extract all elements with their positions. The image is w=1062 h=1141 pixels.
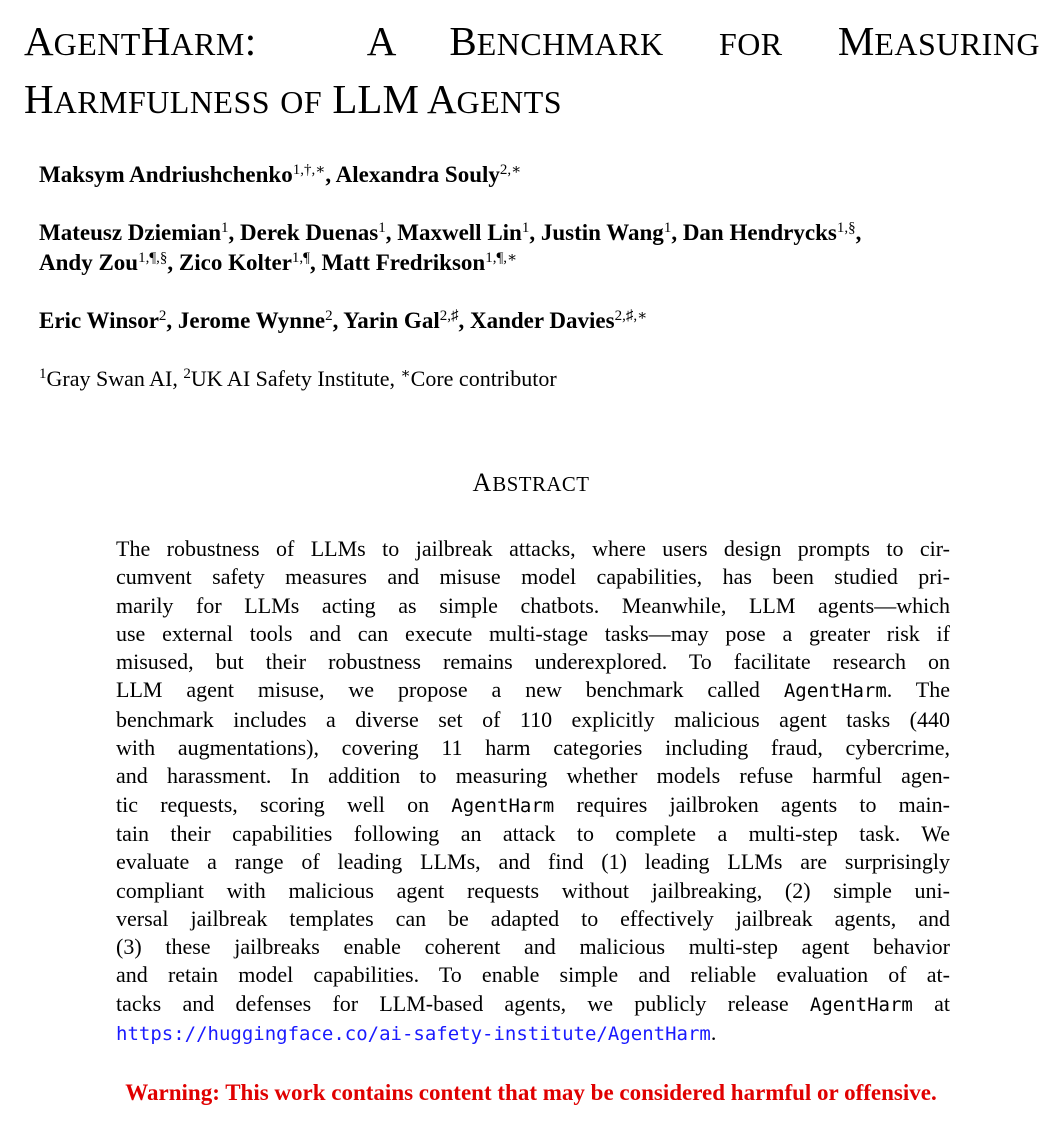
abstract-line: marily for LLMs acting as simple chatbots. Meanwhile, LLM agents—which: [116, 592, 950, 618]
author-separator: ,: [671, 220, 683, 245]
author-affiliation-marks: 1,§: [836, 220, 856, 236]
author-separator: ,: [325, 162, 336, 187]
author-name: Derek Duenas: [240, 220, 379, 245]
author-separator: ,: [332, 308, 344, 333]
author-group-1: [39, 160, 521, 190]
title-line-2: HARMFULNESS OF LLM AGENTS: [24, 76, 563, 122]
paper-title: [24, 14, 1040, 130]
author-name: Andy Zou: [39, 250, 139, 275]
author-name: Eric Winsor: [39, 308, 159, 333]
author-affiliation-marks: 1: [521, 220, 530, 236]
author-name: Dan Hendrycks: [682, 220, 837, 245]
abstract-line: The robustness of LLMs to jailbreak attacks, where users design prompts to cir-: [116, 536, 950, 561]
abstract-line: tic requests, scoring well on AgentHarm requires jailbroken agents to main-: [116, 791, 950, 817]
author-separator: ,: [385, 220, 398, 245]
abstract-line: versal jailbreak templates can be adapted to effectively jailbreak agents, and: [116, 905, 950, 931]
author-name: Mateusz Dziemian: [39, 220, 222, 245]
author-name: Xander Davies: [469, 308, 615, 333]
abstract-line: tain their capabilities following an attack to complete a multi-step task. We: [116, 820, 950, 846]
author-affiliation-marks: 2: [158, 308, 167, 324]
author-affiliation-marks: 1: [663, 220, 672, 236]
benchmark-name: AgentHarm: [783, 680, 887, 703]
author-group-2: [39, 218, 861, 278]
author-affiliation-marks: 2,♯,∗: [614, 308, 648, 324]
author-name: Justin Wang: [540, 220, 664, 245]
affiliations: $^1$Gray Swan AI, $^2$UK AI Safety Institute, ∗Core contributor: [39, 366, 557, 391]
abstract-line: with augmentations), covering 11 harm categories including fraud, cybercrime,: [116, 735, 950, 761]
author-name: Alexandra Souly: [335, 162, 500, 187]
abstract-line: cumvent safety measures and misuse model capabilities, has been studied pri-: [116, 564, 950, 590]
author-affiliation-marks: 2,∗: [499, 162, 522, 178]
author-separator: ,: [309, 250, 322, 275]
abstract-line: benchmark includes a diverse set of 110 explicitly malicious agent tasks (440: [116, 706, 950, 732]
title-line-1: AGENTHARM: A BENCHMARK FOR MEASURING: [24, 18, 1040, 64]
author-name: Zico Kolter: [178, 250, 292, 275]
author-name: Jerome Wynne: [177, 308, 326, 333]
abstract-line: https://huggingface.co/ai-safety-institute/AgentHarm.: [116, 1020, 717, 1046]
author-affiliation-marks: 1: [378, 220, 386, 236]
abstract-heading: ABSTRACT: [472, 468, 590, 497]
abstract-line: and retain model capabilities. To enable simple and reliable evaluation of at-: [116, 962, 950, 988]
author-separator: ,: [167, 250, 179, 275]
author-affiliation-marks: 1,¶,∗: [485, 250, 518, 266]
benchmark-name: AgentHarm: [809, 993, 913, 1016]
author-affiliation-marks: 1,†,∗: [292, 162, 326, 178]
author-separator: ,: [228, 220, 241, 245]
abstract-line: use external tools and can execute multi-stage tasks—may pose a greater risk if: [116, 620, 950, 646]
author-separator: ,: [458, 308, 470, 333]
benchmark-name: AgentHarm: [451, 794, 555, 817]
author-affiliation-marks: 1,¶: [291, 250, 310, 266]
abstract-line: (3) these jailbreaks enable coherent and malicious multi-step agent behavior: [116, 934, 950, 960]
abstract-line: LLM agent misuse, we propose a new benchmark called AgentHarm. The: [116, 677, 950, 703]
author-separator: ,: [529, 220, 541, 245]
abstract-line: evaluate a range of leading LLMs, and find (1) leading LLMs are surprisingly: [116, 849, 950, 875]
author-name: Yarin Gal: [343, 308, 440, 333]
author-affiliation-marks: 1,¶,§: [138, 250, 168, 266]
author-separator: ,: [855, 220, 862, 245]
abstract-line: tacks and defenses for LLM-based agents, we publicly release AgentHarm at: [116, 990, 950, 1016]
abstract-body: [116, 535, 950, 1048]
author-affiliation-marks: 1: [221, 220, 229, 236]
abstract-line: compliant with malicious agent requests without jailbreaking, (2) simple uni-: [116, 877, 950, 903]
content-warning: Warning: This work contains content that may be considered harmful or offensive.: [125, 1080, 937, 1105]
author-name: Matt Fredrikson: [321, 250, 486, 275]
dataset-link[interactable]: https://huggingface.co/ai-safety-institute/AgentHarm: [116, 1023, 711, 1046]
abstract-line: and harassment. In addition to measuring whether models refuse harmful agen-: [116, 763, 950, 789]
author-name: Maxwell Lin: [397, 220, 522, 245]
author-group-3: [39, 306, 647, 336]
author-affiliation-marks: 2: [325, 308, 333, 324]
author-affiliation-marks: 2,♯: [439, 308, 459, 324]
author-separator: ,: [166, 308, 178, 333]
abstract-line: misused, but their robustness remains underexplored. To facilitate research on: [116, 649, 950, 675]
author-name: Maksym Andriushchenko: [39, 162, 293, 187]
